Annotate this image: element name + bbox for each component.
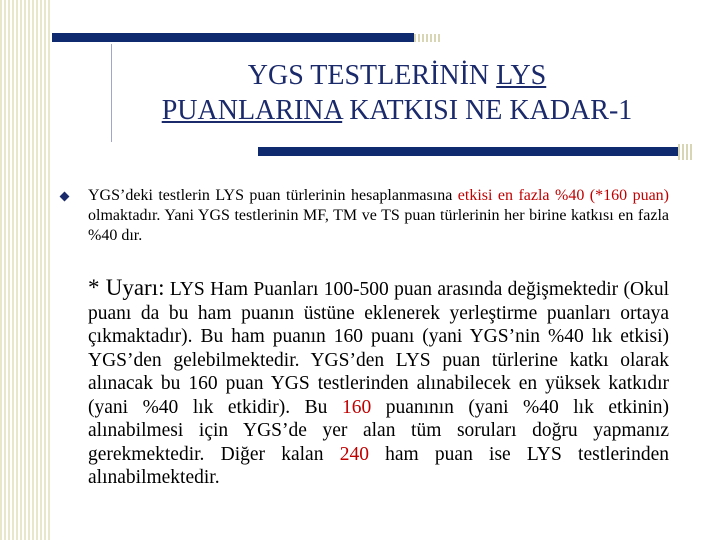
bullet-highlight: etkisi en fazla %40 (*160 puan) xyxy=(457,187,670,204)
title-puanlarina: PUANLARINA xyxy=(161,95,343,126)
top-accent-cap xyxy=(414,34,442,42)
bullet-text-a: YGS’deki testlerin LYS puan türlerinin hesaplanmasına xyxy=(88,187,458,204)
bullet-text-b: olmaktadır. Yani YGS testlerinin MF, TM ve TS puan türlerinin her birine katkısı en fazla %40 dır. xyxy=(88,207,669,244)
left-decorative-stripe xyxy=(0,0,50,540)
warning-text-c: ham puan ise LYS testlerinden alınabilmektedir. xyxy=(88,443,669,488)
warning-num-160: 160 xyxy=(341,396,372,418)
warning-paragraph xyxy=(88,276,669,490)
slide-title xyxy=(112,58,682,128)
top-accent-bar xyxy=(52,33,414,42)
warning-label: * Uyarı: xyxy=(88,275,165,300)
bullet-text xyxy=(88,186,669,246)
warning-text-b: puanının (yani %40 lık etkinin) alınabilmesi için YGS’de yer alan tüm soruları doğru yapmanız gerekmektedir. Diğer kalan xyxy=(88,396,669,465)
title-part1: YGS TESTLERİNİN xyxy=(247,60,497,91)
warning-num-240: 240 xyxy=(339,443,369,465)
warning-text-a: LYS Ham Puanları 100-500 puan arasında değişmektedir (Okul puanı da bu ham puanın üstüne eklenerek yerleştirme puanları ortaya çıkmaktadır). Bu ham puanın 160 puanı (yani YGS’nin %40 lık etkisi) YGS’den gelebilmektedir. YGS’den LYS puan türlerine katkı olarak alınacak bu 160 puan YGS testlerinden alınabilecek en yüksek katkıdır (yani %40 lık etkidir). Bu xyxy=(88,279,669,418)
title-lys: LYS xyxy=(496,60,547,91)
bottom-accent-cap xyxy=(678,144,694,160)
bottom-accent-bar xyxy=(258,147,678,156)
title-part2: KATKISI NE KADAR-1 xyxy=(342,95,633,126)
diamond-bullet-icon xyxy=(60,192,70,202)
